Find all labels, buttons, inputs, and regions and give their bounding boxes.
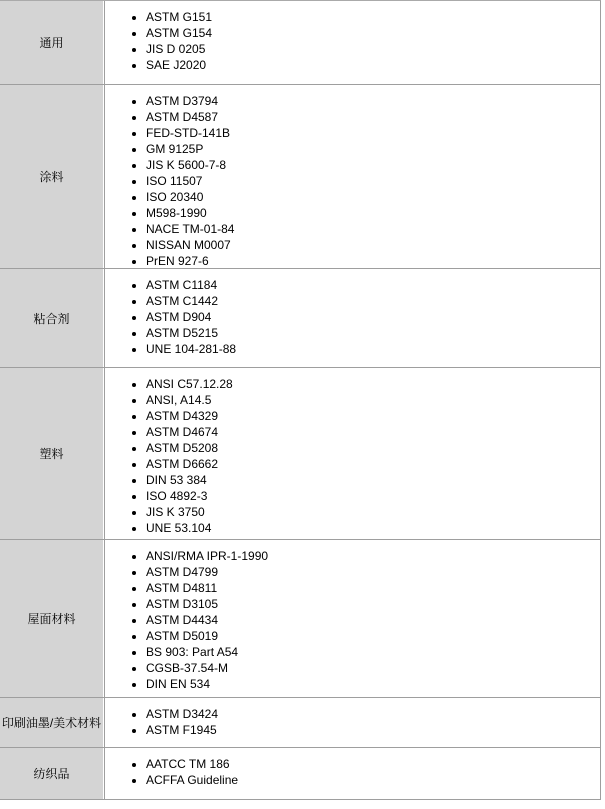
standards-cell: [104, 698, 600, 747]
category-cell: [0, 85, 104, 268]
table-row: [0, 85, 600, 269]
category-label: 印刷油墨/美术材料: [1, 716, 102, 730]
standard-item: • JIS D 0205: [146, 41, 600, 57]
standards-cell: [104, 748, 600, 799]
standard-item: • DIN EN 534: [146, 676, 600, 692]
category-cell: [0, 269, 104, 367]
standard-item: • JIS K 5600-7-8: [146, 157, 600, 173]
category-label: 涂料: [39, 170, 64, 184]
standard-item: • ASTM D4329: [146, 408, 600, 424]
standard-item: • ASTM C1184: [146, 277, 600, 293]
standard-item: • ASTM D3794: [146, 93, 600, 109]
standard-item: • ANSI C57.12.28: [146, 376, 600, 392]
standards-list: [105, 540, 600, 692]
standards-list: [105, 748, 600, 788]
standard-item: • M598-1990: [146, 205, 600, 221]
standard-item: • ASTM D5215: [146, 325, 600, 341]
standard-item: • ANSI/RMA IPR-1-1990: [146, 548, 600, 564]
table-row: [0, 748, 600, 800]
standard-item: • DIN 53 384: [146, 472, 600, 488]
standard-item: • JIS K 3750: [146, 504, 600, 520]
category-label: 粘合剂: [33, 311, 70, 326]
standard-item: • ASTM D6662: [146, 456, 600, 472]
category-cell: [0, 368, 104, 539]
category-label: 塑料: [39, 447, 64, 461]
standard-item: • ANSI, A14.5: [146, 392, 600, 408]
standard-item: • ASTM F1945: [146, 722, 600, 738]
standard-item: • ISO 20340: [146, 189, 600, 205]
standards-list: [105, 368, 600, 536]
standard-item: • ASTM D5208: [146, 440, 600, 456]
standard-item: • UNE 53.104: [146, 520, 600, 536]
standard-item: • ASTM C1442: [146, 293, 600, 309]
standard-item: • ASTM G154: [146, 25, 600, 41]
standard-item: • ASTM D4587: [146, 109, 600, 125]
standards-cell: [104, 540, 600, 697]
table-row: [0, 540, 600, 698]
standard-item: • ASTM D904: [146, 309, 600, 325]
standard-item: • UNE 104-281-88: [146, 341, 600, 357]
standard-item: • ASTM D3424: [146, 706, 600, 722]
standards-list: [105, 269, 600, 357]
standards-list: [105, 698, 600, 738]
standard-item: • NACE TM-01-84: [146, 221, 600, 237]
category-cell: [0, 540, 104, 697]
standard-item: • ASTM D4811: [146, 580, 600, 596]
standards-cell: [104, 368, 600, 539]
standards-cell: [104, 269, 600, 367]
standard-item: • AATCC TM 186: [146, 756, 600, 772]
standard-item: • CGSB-37.54-M: [146, 660, 600, 676]
standard-item: • ISO 11507: [146, 173, 600, 189]
table-row: [0, 698, 600, 748]
category-cell: [0, 698, 104, 747]
category-label: 纺织品: [33, 767, 70, 781]
standard-item: • ASTM D4674: [146, 424, 600, 440]
standard-item: • ASTM G151: [146, 9, 600, 25]
table-row: [0, 269, 600, 368]
standard-item: • ASTM D5019: [146, 628, 600, 644]
standard-item: • NISSAN M0007: [146, 237, 600, 253]
standard-item: • ASTM D4434: [146, 612, 600, 628]
standards-list: [105, 1, 600, 73]
category-cell: [0, 748, 104, 799]
standard-item: • ISO 4892-3: [146, 488, 600, 504]
standard-item: • SAE J2020: [146, 57, 600, 73]
standards-cell: [104, 1, 600, 84]
table-row: [0, 368, 600, 540]
standard-item: • FED-STD-141B: [146, 125, 600, 141]
standard-item: • ASTM D4799: [146, 564, 600, 580]
standard-item: • ASTM D3105: [146, 596, 600, 612]
standard-item: • BS 903: Part A54: [146, 644, 600, 660]
standard-item: • PrEN 927-6: [146, 253, 600, 268]
table-row: [0, 1, 600, 85]
standards-list: [105, 85, 600, 268]
category-cell: [0, 1, 104, 84]
category-label: 通用: [39, 36, 64, 50]
standard-item: • ACFFA Guideline: [146, 772, 600, 788]
standards-cell: [104, 85, 600, 268]
standard-item: • GM 9125P: [146, 141, 600, 157]
category-label: 屋面材料: [27, 612, 76, 626]
